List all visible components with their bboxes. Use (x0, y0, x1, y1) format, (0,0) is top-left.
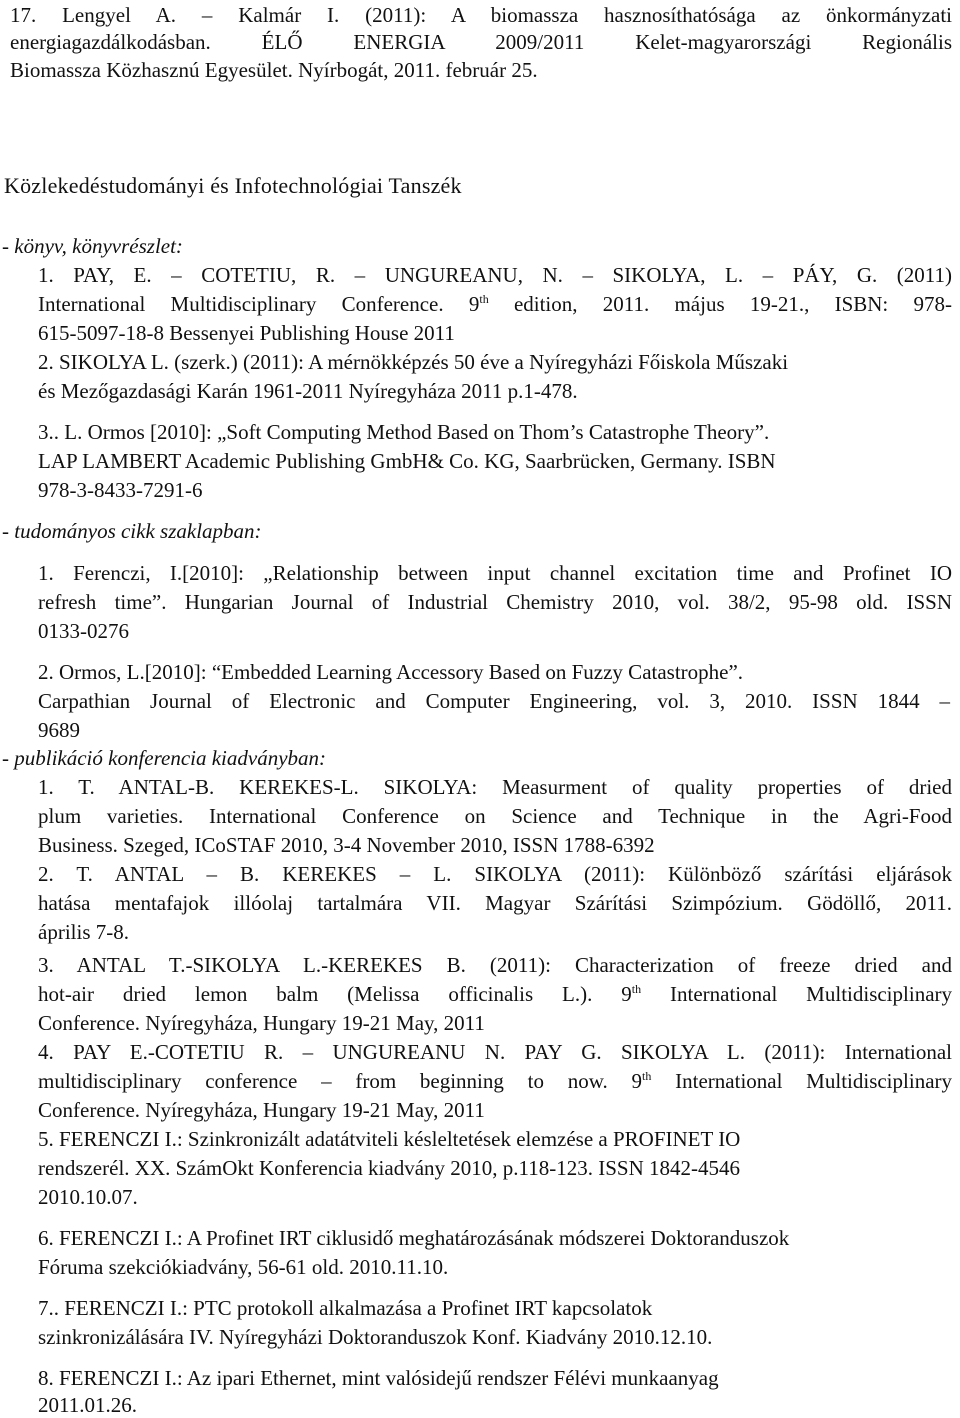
journal-2-line-1: 2. Ormos, L.[2010]: “Embedded Learning Accessory Based on Fuzzy Catastrophe”. (38, 660, 744, 684)
conference-3-superscript: th (631, 982, 642, 996)
conference-6-line-2: Fóruma szekciókiadvány, 56-61 old. 2010.11.10. (38, 1255, 449, 1279)
conference-5-line-1: 5. FERENCZI I.: Szinkronizált adatátviteli késleltetések elemzése a PROFINET IO (38, 1127, 741, 1151)
section-books-heading: - könyv, könyvrészlet: (2, 234, 183, 258)
conference-6-line-1: 6. FERENCZI I.: A Profinet IRT ciklusidő meghatározásának módszerei Doktoranduszok (38, 1226, 790, 1250)
conference-8-line-1: 8. FERENCZI I.: Az ipari Ethernet, mint valósidejű rendszer Félévi munkaanyag (38, 1366, 719, 1390)
journal-2-line-3: 9689 (38, 718, 80, 742)
conference-3-line-3: Conference. Nyíregyháza, Hungary 19-21 May, 2011 (38, 1011, 485, 1035)
conference-7-line-1: 7.. FERENCZI I.: PTC protokoll alkalmazása a Profinet IRT kapcsolatok (38, 1296, 653, 1320)
conference-2-line-1: 2. T. ANTAL – B. KEREKES – L. SIKOLYA (2011): Különböző szárítási eljárások (38, 862, 952, 886)
journal-1-line-2: refresh time”. Hungarian Journal of Industrial Chemistry 2010, vol. 38/2, 95-98 old. ISSN (38, 590, 952, 614)
department-heading: Közlekedéstudományi és Infotechnológiai Tanszék (4, 173, 462, 198)
conference-3-line-1: 3. ANTAL T.-SIKOLYA L.-KEREKES B. (2011): Characterization of freeze dried and (38, 953, 952, 977)
conference-1-line-3: Business. Szeged, ICoSTAF 2010, 3-4 November 2010, ISSN 1788-6392 (38, 833, 655, 857)
reference-17-line-1: 17. Lengyel A. – Kalmár I. (2011): A biomassza hasznosíthatósága az önkormányzati (10, 3, 952, 27)
journal-2-line-2: Carpathian Journal of Electronic and Computer Engineering, vol. 3, 2010. ISSN 1844 – (38, 689, 950, 713)
book-3-line-1: 3.. L. Ormos [2010]: „Soft Computing Method Based on Thom’s Catastrophe Theory”. (38, 420, 770, 444)
book-2-line-1: 2. SIKOLYA L. (szerk.) (2011): A mérnökképzés 50 éve a Nyíregyházi Főiskola Műszaki (38, 350, 789, 374)
conference-4-line-3: Conference. Nyíregyháza, Hungary 19-21 May, 2011 (38, 1098, 485, 1122)
section-journal-heading: - tudományos cikk szaklapban: (2, 519, 262, 543)
conference-3-text-a: hot-air dried lemon balm (Melissa officinalis L.). 9 (38, 982, 632, 1006)
book-1-text-a: International Multidisciplinary Conference. 9 (38, 292, 480, 316)
book-1-line-3: 615-5097-18-8 Bessenyei Publishing House 2011 (38, 321, 455, 345)
conference-7-line-2: szinkronizálására IV. Nyíregyházi Doktoranduszok Konf. Kiadvány 2010.12.10. (38, 1325, 713, 1349)
conference-3-text-b: International Multidisciplinary (641, 982, 953, 1006)
conference-2-line-2: hatása mentafajok illóolaj tartalmára VII. Magyar Szárítási Szimpózium. Gödöllő, 2011. (38, 891, 952, 915)
journal-1-line-3: 0133-0276 (38, 619, 129, 643)
book-2-line-2: és Mezőgazdasági Karán 1961-2011 Nyíregyháza 2011 p.1-478. (38, 379, 578, 403)
book-1-superscript: th (479, 292, 489, 306)
conference-1-line-1: 1. T. ANTAL-B. KEREKES-L. SIKOLYA: Measurment of quality properties of dried (38, 775, 952, 799)
conference-2-line-3: április 7-8. (38, 920, 129, 944)
reference-17-line-2: energiagazdálkodásban. ÉLŐ ENERGIA 2009/2011 Kelet-magyarországi Regionális (10, 30, 952, 54)
conference-8-line-2: 2011.01.26. (38, 1393, 137, 1417)
journal-1-line-1: 1. Ferenczi, I.[2010]: „Relationship between input channel excitation time and Profinet IO (38, 561, 952, 585)
conference-5-line-2: rendszerél. XX. SzámOkt Konferencia kiadvány 2010, p.118-123. ISSN 1842-4546 (38, 1156, 740, 1180)
conference-1-line-2: plum varieties. International Conference on Science and Technique in the Agri-Food (38, 804, 952, 828)
book-1-line-1: 1. PAY, E. – COTETIU, R. – UNGUREANU, N. – SIKOLYA, L. – PÁY, G. (2011) (38, 263, 952, 287)
book-1-text-b: edition, 2011. május 19-21., ISBN: 978- (488, 292, 953, 316)
conference-4-line-1: 4. PAY E.-COTETIU R. – UNGUREANU N. PAY G. SIKOLYA L. (2011): International (38, 1040, 952, 1064)
reference-17-line-3: Biomassza Közhasznú Egyesület. Nyírbogát, 2011. február 25. (10, 58, 538, 82)
book-3-line-2: LAP LAMBERT Academic Publishing GmbH& Co. KG, Saarbrücken, Germany. ISBN (38, 449, 776, 473)
section-conference-heading: - publikáció konferencia kiadványban: (2, 746, 327, 770)
book-1-line-2 (38, 291, 952, 317)
conference-4-line-2 (38, 1068, 952, 1094)
conference-3-line-2 (38, 981, 952, 1007)
conference-4-superscript: th (642, 1069, 652, 1083)
conference-4-text-a: multidisciplinary conference – from beginning to now. 9 (38, 1069, 643, 1093)
book-3-line-3: 978-3-8433-7291-6 (38, 478, 203, 502)
conference-5-line-3: 2010.10.07. (38, 1185, 138, 1209)
conference-4-text-b: International Multidisciplinary (651, 1069, 953, 1093)
